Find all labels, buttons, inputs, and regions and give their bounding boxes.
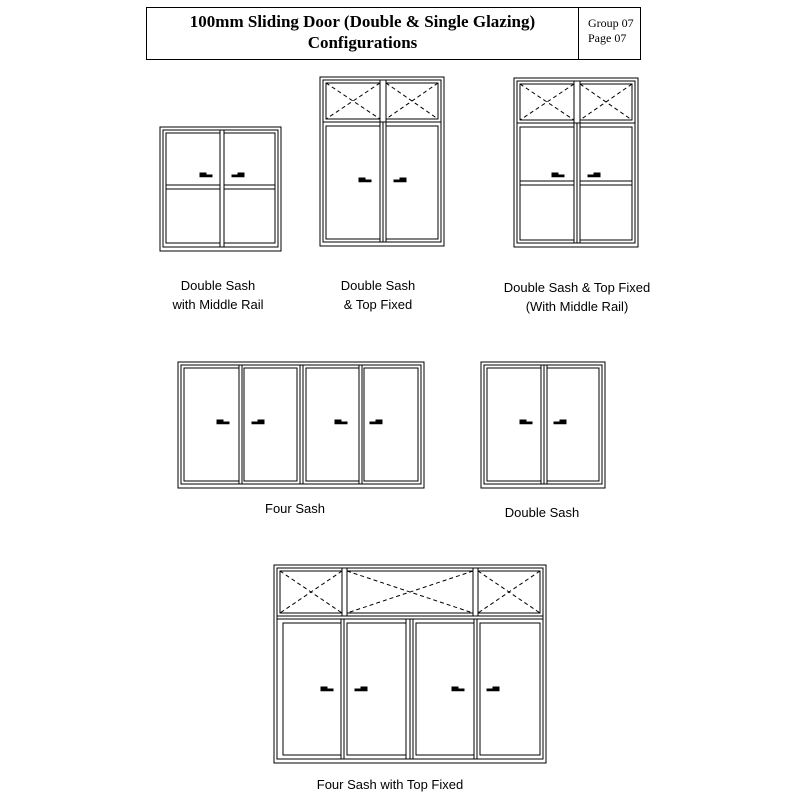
handle-icon	[554, 420, 566, 424]
handle-icon	[552, 173, 564, 177]
handle-icon	[487, 687, 499, 691]
handle-icon	[335, 420, 347, 424]
handle-icon	[200, 173, 212, 177]
door-double-sash	[481, 362, 605, 488]
title-line-1: 100mm Sliding Door (Double & Single Glazing)	[189, 12, 536, 31]
handle-icon	[394, 178, 406, 182]
title-line-2: Configurations	[307, 33, 418, 52]
door-double-sash-top-fixed-middle-rail	[514, 78, 638, 247]
caption-four-sash: Four Sash	[265, 501, 325, 516]
handle-icon	[452, 687, 464, 691]
handle-icon	[520, 420, 532, 424]
page-number: Page 07	[588, 31, 627, 45]
caption-double-sash-top-fixed-middle-rail: Double Sash & Top Fixed (With Middle Rail)	[503, 280, 651, 314]
handle-icon	[359, 178, 371, 182]
door-four-sash-top-fixed	[274, 565, 546, 763]
handle-icon	[355, 687, 367, 691]
caption-four-sash-top-fixed: Four Sash with Top Fixed	[316, 777, 464, 792]
caption-double-sash: Double Sash	[504, 505, 580, 520]
handle-icon	[252, 420, 264, 424]
door-double-sash-middle-rail	[160, 127, 281, 251]
handle-icon	[321, 687, 333, 691]
handle-icon	[588, 173, 600, 177]
caption-double-sash-middle-rail: Double Sash with Middle Rail	[172, 278, 264, 312]
group-number: Group 07	[588, 16, 634, 30]
handle-icon	[217, 420, 229, 424]
door-double-sash-top-fixed	[320, 77, 444, 246]
handle-icon	[370, 420, 382, 424]
caption-double-sash-top-fixed: Double Sash & Top Fixed	[340, 278, 416, 312]
door-four-sash	[178, 362, 424, 488]
handle-icon	[232, 173, 244, 177]
